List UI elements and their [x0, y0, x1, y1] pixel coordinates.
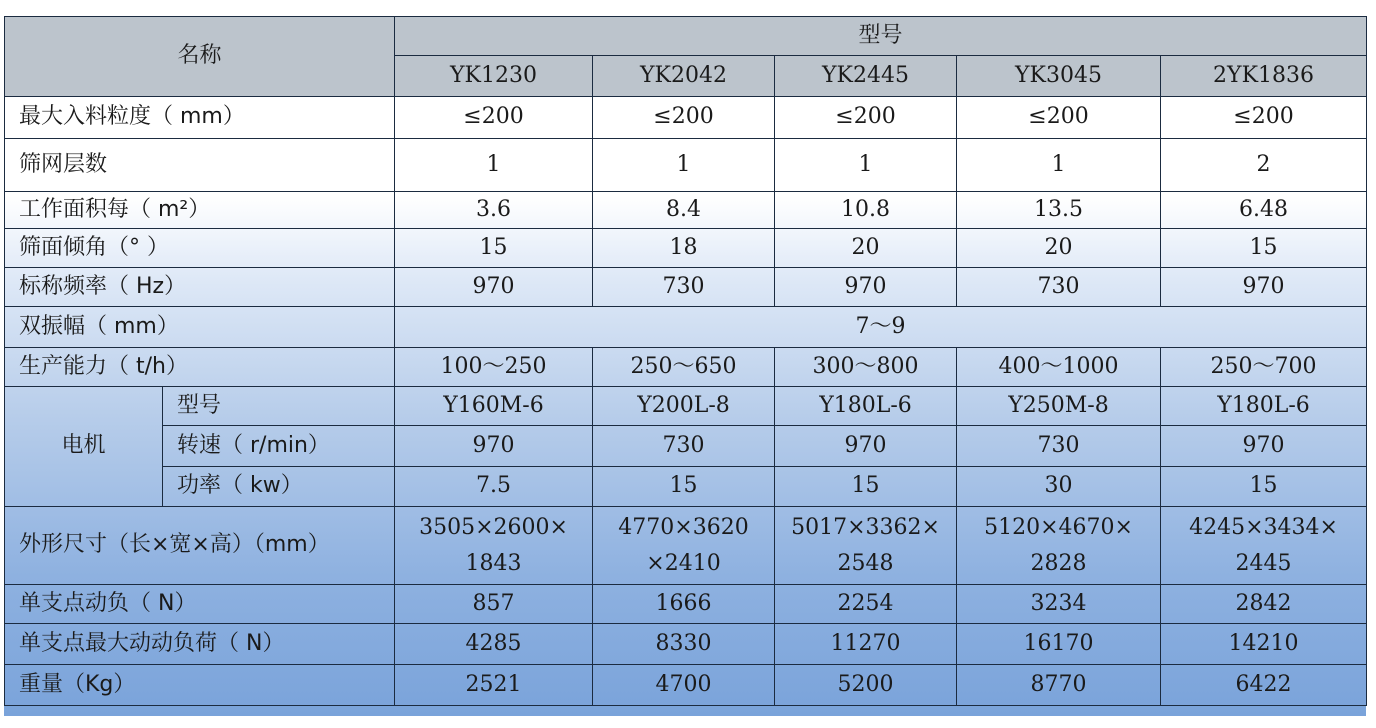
table-row [5, 665, 1367, 706]
table-row [5, 585, 1367, 624]
table-row [5, 139, 1367, 192]
row-label: 筛网层数 [5, 139, 395, 192]
cell-value [1161, 507, 1367, 585]
cell-value: 15 [593, 467, 775, 507]
cell-value: 970 [395, 426, 593, 467]
row-label: 工作面积每（ m²） [5, 192, 395, 229]
cell-value: Y180L-6 [775, 387, 957, 426]
table-row [5, 97, 1367, 139]
cell-value: Y180L-6 [1161, 387, 1367, 426]
table-row [5, 507, 1367, 585]
table-row [5, 307, 1367, 348]
cell-value: 11270 [775, 624, 957, 665]
cell-value: 1 [593, 139, 775, 192]
cell-value: 18 [593, 229, 775, 268]
table-row [5, 348, 1367, 387]
cell-value: 20 [957, 229, 1161, 268]
row-label: 标称频率（ Hz） [5, 268, 395, 307]
motor-sub-label: 功率（ kw） [163, 467, 395, 507]
dim-line-2: ×2410 [646, 550, 721, 576]
cell-value: 13.5 [957, 192, 1161, 229]
cell-value [775, 507, 957, 585]
row-label: 最大入料粒度（ mm） [5, 97, 395, 139]
cell-value: 8770 [957, 665, 1161, 706]
cell-value: 1 [775, 139, 957, 192]
dim-line-1: 4245×3434× [1189, 514, 1338, 540]
cell-value: 6.48 [1161, 192, 1367, 229]
cell-value: 100～250 [395, 348, 593, 387]
cell-value: 300～800 [775, 348, 957, 387]
cell-value: ≤200 [957, 97, 1161, 139]
cell-value: 4285 [395, 624, 593, 665]
cell-value: 2254 [775, 585, 957, 624]
merged-value: 7～9 [395, 307, 1367, 348]
cell-value: 2842 [1161, 585, 1367, 624]
table-row [5, 229, 1367, 268]
cell-value: 970 [1161, 268, 1367, 307]
cell-value: 970 [775, 426, 957, 467]
dim-line-2: 1843 [465, 550, 522, 576]
cell-value: 1 [395, 139, 593, 192]
table-row [5, 426, 1367, 467]
cell-value: 250～650 [593, 348, 775, 387]
cell-value: 857 [395, 585, 593, 624]
dim-line-2: 2445 [1235, 550, 1292, 576]
cell-value: 30 [957, 467, 1161, 507]
cell-value: 8330 [593, 624, 775, 665]
model-name: YK1230 [395, 56, 593, 97]
row-label: 单支点最大动动负荷（ N） [5, 624, 395, 665]
model-name: YK2042 [593, 56, 775, 97]
cell-value [593, 507, 775, 585]
cell-value: 730 [957, 268, 1161, 307]
model-header: 型号 [395, 17, 1367, 56]
table-row [5, 467, 1367, 507]
dim-line-1: 4770×3620 [618, 514, 749, 540]
cell-value: 1666 [593, 585, 775, 624]
table-row [5, 387, 1367, 426]
cell-value: 14210 [1161, 624, 1367, 665]
cell-value: 400～1000 [957, 348, 1161, 387]
spec-sheet [4, 16, 1366, 716]
cell-value: 970 [775, 268, 957, 307]
cell-value [395, 507, 593, 585]
cell-value: 16170 [957, 624, 1161, 665]
dim-line-2: 2548 [837, 550, 894, 576]
motor-sub-label: 型号 [163, 387, 395, 426]
model-name: YK3045 [957, 56, 1161, 97]
cell-value: Y160M-6 [395, 387, 593, 426]
row-label: 生产能力（ t/h） [5, 348, 395, 387]
dim-line-1: 5017×3362× [791, 514, 940, 540]
cell-value: 10.8 [775, 192, 957, 229]
motor-label: 电机 [5, 387, 163, 507]
cell-value: Y250M-8 [957, 387, 1161, 426]
model-name: 2YK1836 [1161, 56, 1367, 97]
cell-value: 2 [1161, 139, 1367, 192]
row-label: 双振幅（ mm） [5, 307, 395, 348]
cell-value: ≤200 [1161, 97, 1367, 139]
cell-value: 5200 [775, 665, 957, 706]
cell-value: ≤200 [395, 97, 593, 139]
cell-value: 1 [957, 139, 1161, 192]
table-row [5, 268, 1367, 307]
dim-line-1: 5120×4670× [984, 514, 1133, 540]
cell-value: Y200L-8 [593, 387, 775, 426]
cell-value: 730 [593, 426, 775, 467]
cell-value: 3.6 [395, 192, 593, 229]
cell-value: 3234 [957, 585, 1161, 624]
table-row [5, 192, 1367, 229]
row-label: 重量（Kg） [5, 665, 395, 706]
dim-line-1: 3505×2600× [419, 514, 568, 540]
cell-value: 15 [775, 467, 957, 507]
cell-value: 15 [1161, 467, 1367, 507]
cell-value: 4700 [593, 665, 775, 706]
cell-value: 8.4 [593, 192, 775, 229]
cell-value: 970 [395, 268, 593, 307]
cell-value [957, 507, 1161, 585]
cell-value: 730 [957, 426, 1161, 467]
cell-value: 250～700 [1161, 348, 1367, 387]
cell-value: 20 [775, 229, 957, 268]
row-label: 外形尺寸（长×宽×高）（mm） [5, 507, 395, 585]
cell-value: 730 [593, 268, 775, 307]
model-name: YK2445 [775, 56, 957, 97]
cell-value: 7.5 [395, 467, 593, 507]
name-header: 名称 [5, 17, 395, 97]
row-label: 单支点动负（ N） [5, 585, 395, 624]
cell-value: 970 [1161, 426, 1367, 467]
row-label: 筛面倾角（° ） [5, 229, 395, 268]
cell-value: 15 [1161, 229, 1367, 268]
spec-table [4, 16, 1367, 706]
motor-sub-label: 转速（ r/min） [163, 426, 395, 467]
cell-value: 2521 [395, 665, 593, 706]
cell-value: ≤200 [775, 97, 957, 139]
cell-value: 15 [395, 229, 593, 268]
cell-value: ≤200 [593, 97, 775, 139]
cell-value: 6422 [1161, 665, 1367, 706]
dim-line-2: 2828 [1030, 550, 1087, 576]
table-row [5, 624, 1367, 665]
